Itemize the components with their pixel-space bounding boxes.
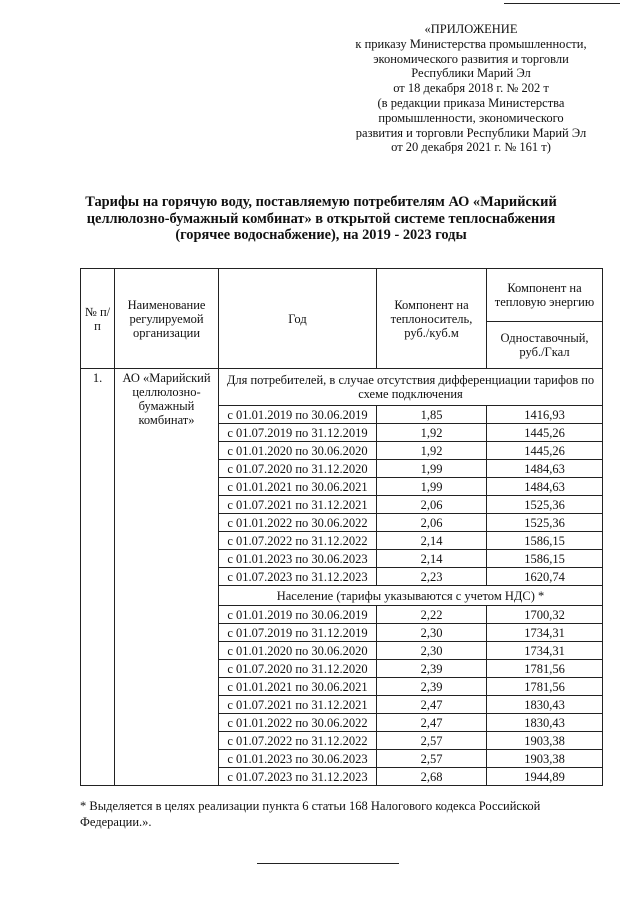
carrier-cell: 2,30 bbox=[377, 642, 487, 660]
carrier-cell: 1,92 bbox=[377, 424, 487, 442]
carrier-cell: 2,68 bbox=[377, 768, 487, 786]
period-cell: с 01.07.2019 по 31.12.2019 bbox=[219, 424, 377, 442]
period-cell: с 01.07.2022 по 31.12.2022 bbox=[219, 732, 377, 750]
period-cell: с 01.01.2021 по 30.06.2021 bbox=[219, 678, 377, 696]
document-title bbox=[56, 194, 586, 244]
carrier-cell: 1,99 bbox=[377, 460, 487, 478]
period-cell: с 01.01.2019 по 30.06.2019 bbox=[219, 406, 377, 424]
period-cell: с 01.01.2022 по 30.06.2022 bbox=[219, 514, 377, 532]
footnote: * Выделяется в целях реализации пункта 6 статьи 168 Налогового кодекса Российской Федерации.». bbox=[80, 799, 541, 829]
period-cell: с 01.01.2023 по 30.06.2023 bbox=[219, 550, 377, 568]
organization-name: АО «Марийский целлюлозно-бумажный комбинат» bbox=[115, 369, 219, 786]
carrier-cell: 2,57 bbox=[377, 732, 487, 750]
energy-cell: 1903,38 bbox=[487, 732, 603, 750]
appendix-line: (в редакции приказа Министерства bbox=[377, 95, 565, 110]
carrier-cell: 2,47 bbox=[377, 714, 487, 732]
energy-cell: 1944,89 bbox=[487, 768, 603, 786]
energy-cell: 1781,56 bbox=[487, 660, 603, 678]
carrier-cell: 2,22 bbox=[377, 606, 487, 624]
period-cell: с 01.07.2020 по 31.12.2020 bbox=[219, 660, 377, 678]
appendix-line: «ПРИЛОЖЕНИЕ bbox=[424, 22, 518, 36]
period-cell: с 01.07.2021 по 31.12.2021 bbox=[219, 696, 377, 714]
carrier-cell: 2,14 bbox=[377, 532, 487, 550]
period-cell: с 01.07.2022 по 31.12.2022 bbox=[219, 532, 377, 550]
top-rule bbox=[504, 3, 620, 4]
appendix-line: развития и торговли Республики Марий Эл bbox=[355, 125, 587, 140]
energy-cell: 1484,63 bbox=[487, 478, 603, 496]
energy-cell: 1445,26 bbox=[487, 442, 603, 460]
carrier-cell: 2,14 bbox=[377, 550, 487, 568]
tariff-table bbox=[80, 268, 603, 786]
period-cell: с 01.07.2020 по 31.12.2020 bbox=[219, 460, 377, 478]
header-carrier: Компонент на теплоноситель, руб./куб.м bbox=[377, 269, 487, 369]
carrier-cell: 2,30 bbox=[377, 624, 487, 642]
period-cell: с 01.01.2023 по 30.06.2023 bbox=[219, 750, 377, 768]
appendix-line: экономического развития и торговли bbox=[373, 51, 569, 66]
title-line: целлюлозно-бумажный комбинат» в открытой системе теплоснабжения bbox=[86, 210, 556, 227]
energy-cell: 1734,31 bbox=[487, 642, 603, 660]
period-cell: с 01.01.2020 по 30.06.2020 bbox=[219, 442, 377, 460]
carrier-cell: 2,47 bbox=[377, 696, 487, 714]
energy-cell: 1620,74 bbox=[487, 568, 603, 586]
bottom-rule bbox=[257, 863, 399, 864]
energy-cell: 1416,93 bbox=[487, 406, 603, 424]
carrier-cell: 2,06 bbox=[377, 514, 487, 532]
header-org: Наименование регулируемой организации bbox=[115, 269, 219, 369]
energy-cell: 1734,31 bbox=[487, 624, 603, 642]
carrier-cell: 2,06 bbox=[377, 496, 487, 514]
energy-cell: 1903,38 bbox=[487, 750, 603, 768]
period-cell: с 01.07.2021 по 31.12.2021 bbox=[219, 496, 377, 514]
period-cell: с 01.01.2021 по 30.06.2021 bbox=[219, 478, 377, 496]
title-line: Тарифы на горячую воду, поставляемую потребителям АО «Марийский bbox=[85, 194, 557, 210]
energy-cell: 1525,36 bbox=[487, 514, 603, 532]
header-num: № п/п bbox=[81, 269, 115, 369]
carrier-cell: 1,92 bbox=[377, 442, 487, 460]
period-cell: с 01.01.2022 по 30.06.2022 bbox=[219, 714, 377, 732]
row-number: 1. bbox=[81, 369, 115, 786]
period-cell: с 01.01.2020 по 30.06.2020 bbox=[219, 642, 377, 660]
carrier-cell: 2,39 bbox=[377, 678, 487, 696]
header-energy: Компонент на тепловую энергию bbox=[487, 269, 603, 322]
appendix-header bbox=[318, 22, 624, 155]
energy-cell: 1445,26 bbox=[487, 424, 603, 442]
title-line: (горячее водоснабжение), на 2019 - 2023 годы bbox=[175, 227, 467, 243]
appendix-line: от 20 декабря 2021 г. № 161 т) bbox=[391, 140, 551, 155]
period-cell: с 01.07.2023 по 31.12.2023 bbox=[219, 568, 377, 586]
energy-cell: 1781,56 bbox=[487, 678, 603, 696]
energy-cell: 1484,63 bbox=[487, 460, 603, 478]
carrier-cell: 1,99 bbox=[377, 478, 487, 496]
carrier-cell: 2,23 bbox=[377, 568, 487, 586]
carrier-cell: 2,57 bbox=[377, 750, 487, 768]
header-row bbox=[81, 269, 603, 322]
section-row bbox=[81, 369, 603, 406]
section-title: Население (тарифы указываются с учетом НДС) * bbox=[219, 586, 603, 606]
energy-cell: 1525,36 bbox=[487, 496, 603, 514]
header-energy-sub: Одноставочный, руб./Гкал bbox=[487, 322, 603, 369]
energy-cell: 1586,15 bbox=[487, 532, 603, 550]
energy-cell: 1586,15 bbox=[487, 550, 603, 568]
energy-cell: 1830,43 bbox=[487, 714, 603, 732]
energy-cell: 1700,32 bbox=[487, 606, 603, 624]
carrier-cell: 2,39 bbox=[377, 660, 487, 678]
header-year: Год bbox=[219, 269, 377, 369]
period-cell: с 01.07.2019 по 31.12.2019 bbox=[219, 624, 377, 642]
carrier-cell: 1,85 bbox=[377, 406, 487, 424]
energy-cell: 1830,43 bbox=[487, 696, 603, 714]
appendix-line: от 18 декабря 2018 г. № 202 т bbox=[393, 81, 549, 96]
section-title: Для потребителей, в случае отсутствия дифференциации тарифов по схеме подключения bbox=[219, 369, 603, 406]
appendix-line: промышленности, экономического bbox=[378, 110, 564, 125]
period-cell: с 01.07.2023 по 31.12.2023 bbox=[219, 768, 377, 786]
appendix-line: Республики Марий Эл bbox=[411, 66, 531, 81]
period-cell: с 01.01.2019 по 30.06.2019 bbox=[219, 606, 377, 624]
appendix-line: к приказу Министерства промышленности, bbox=[355, 36, 587, 51]
